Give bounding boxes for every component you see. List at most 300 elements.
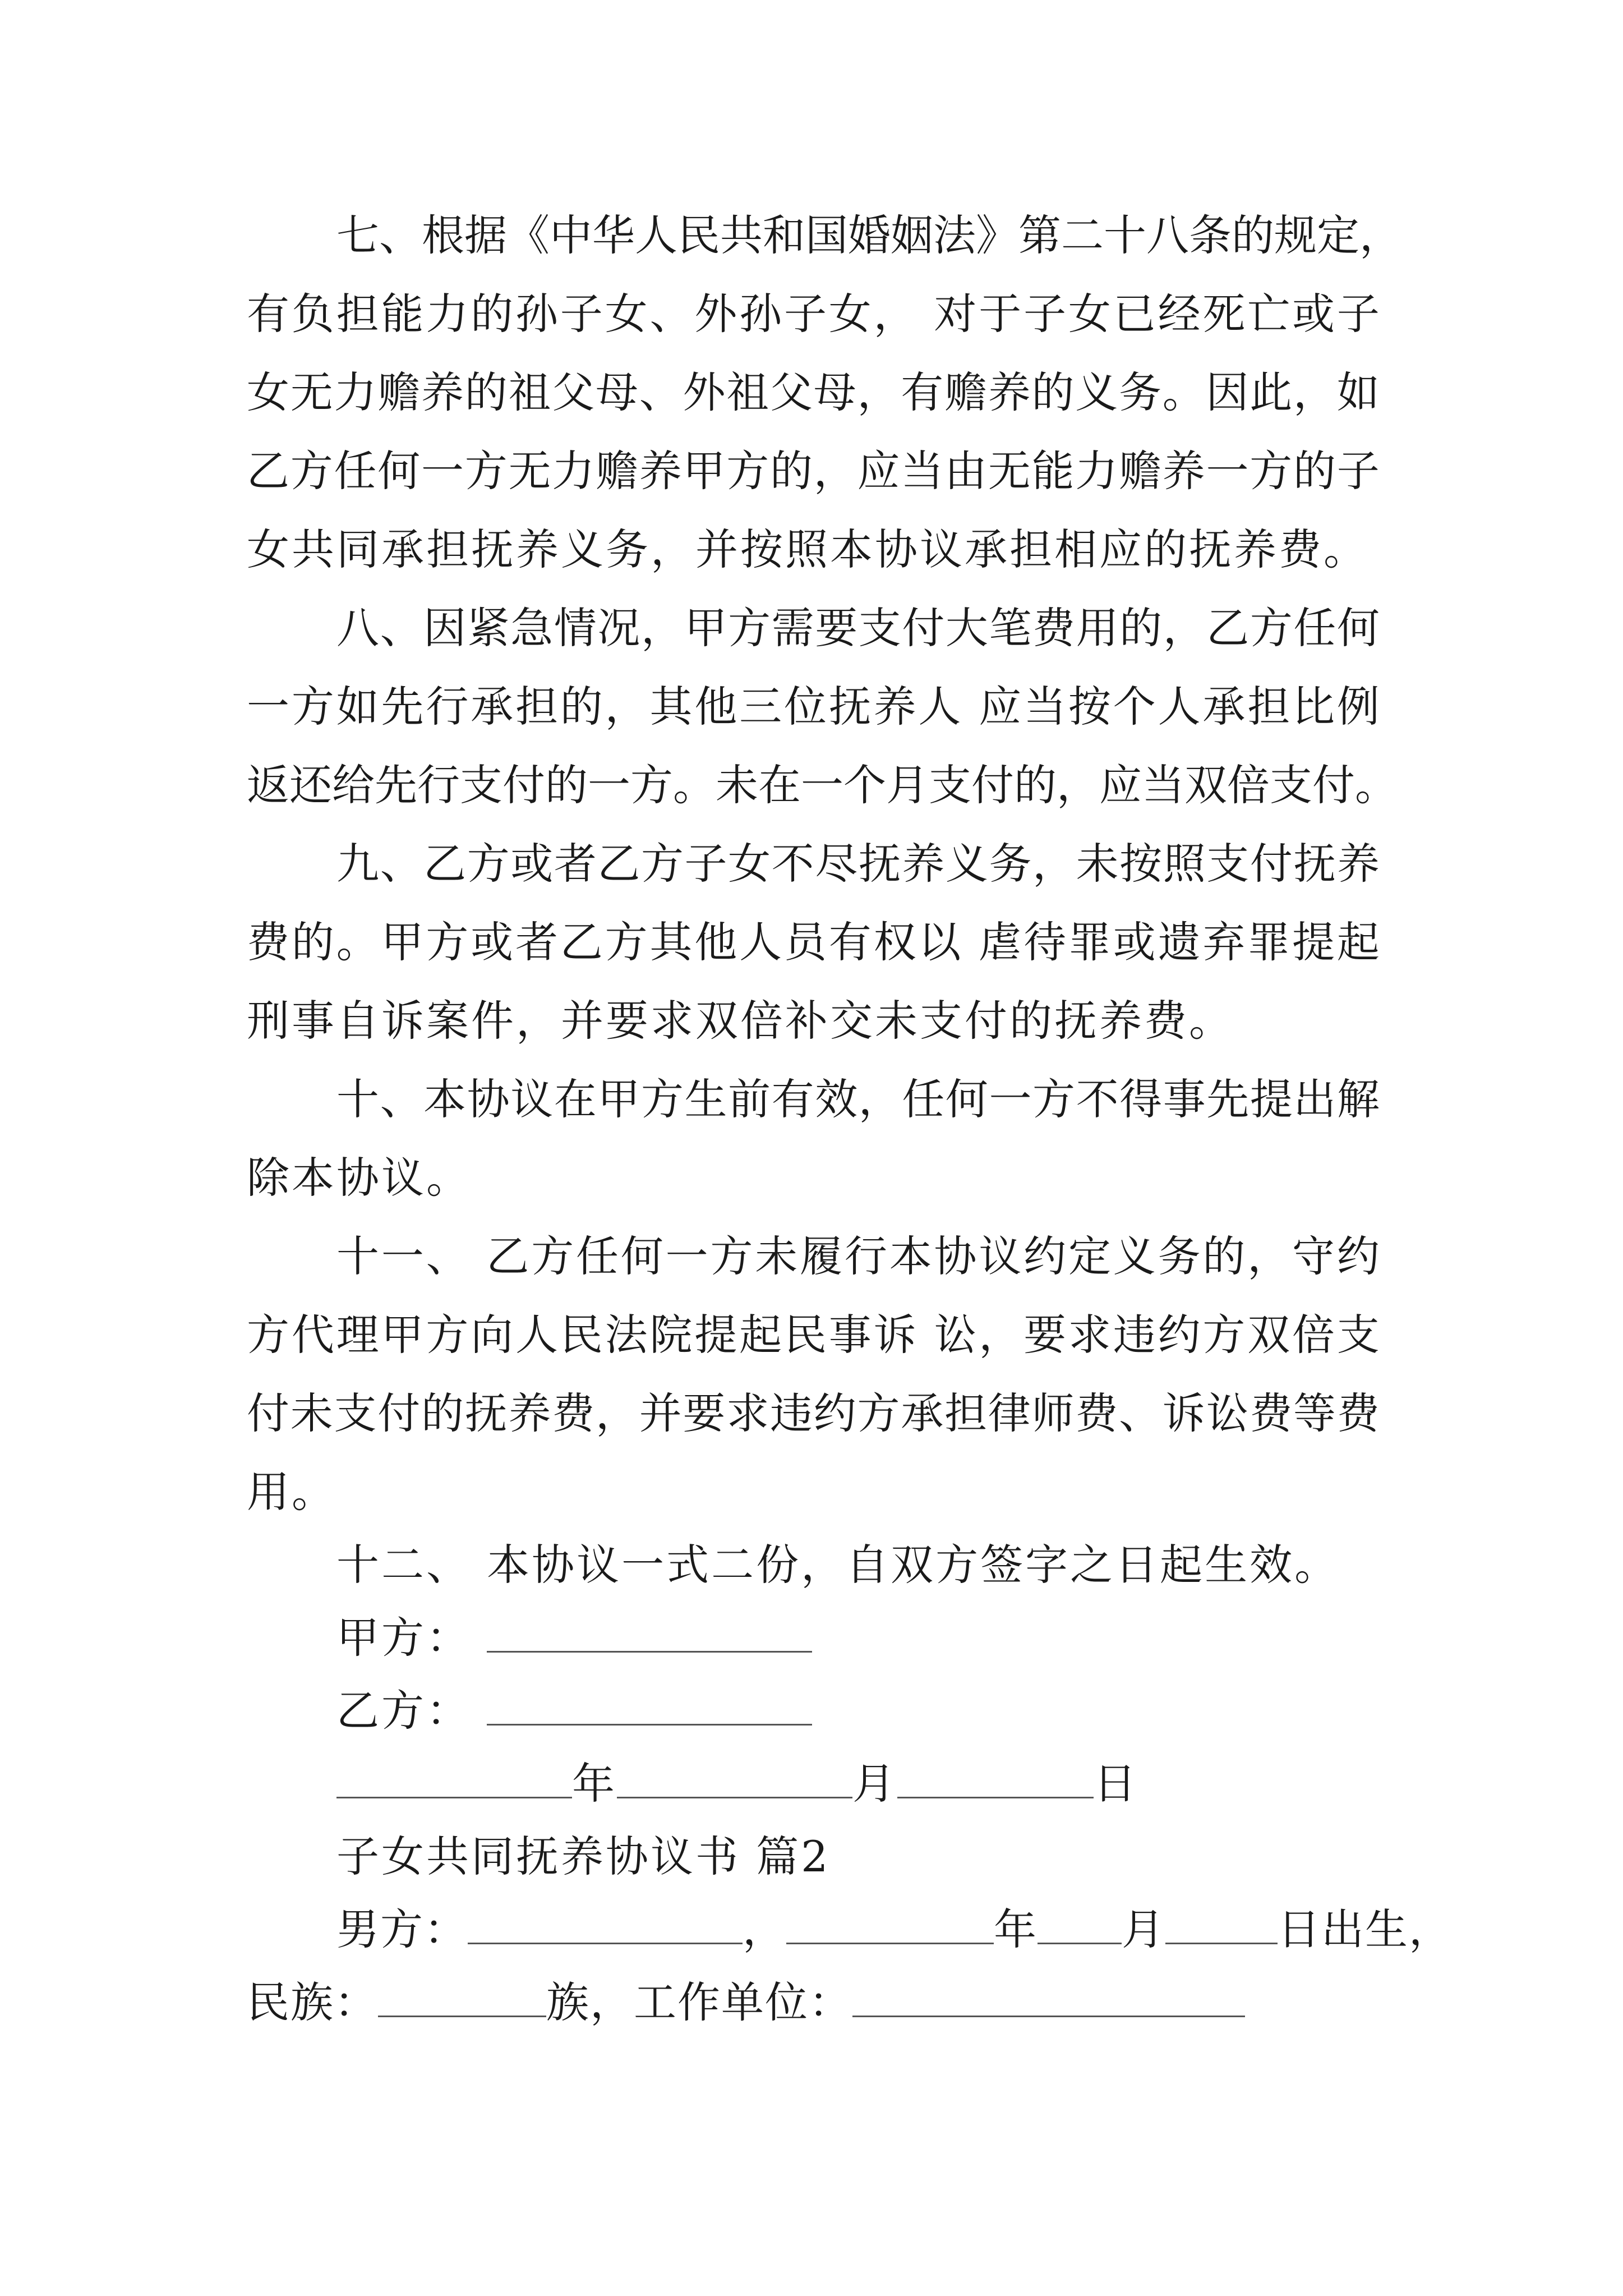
text-char: 乙 [423, 839, 467, 889]
text-char: 待 [1023, 917, 1067, 967]
text-char: 弃 [1202, 917, 1246, 967]
text-char [918, 286, 932, 342]
text-char: 或 [1113, 917, 1156, 967]
text-char: 例 [1336, 682, 1380, 731]
text-char: 承 [1202, 682, 1246, 731]
text-char: 费 [552, 1388, 595, 1438]
text-char: 父 [770, 367, 813, 417]
text-char: 在 [554, 1074, 597, 1124]
text-char: 的 [464, 367, 508, 417]
male-birth-day-blank[interactable] [1165, 1902, 1278, 1944]
text-char: 婚 [848, 210, 891, 260]
text-char: 权 [873, 917, 916, 967]
text-char: 二 [1061, 210, 1104, 260]
text-char: 代 [291, 1310, 334, 1360]
party-a-label: 甲方： [336, 1613, 471, 1663]
text-char: 抚 [858, 839, 901, 889]
ethnic-work-label: 族，工作单位： [546, 1977, 852, 2027]
text-char: 在 [758, 760, 801, 810]
text-char: 双 [1184, 760, 1227, 810]
text-char: 解 [1336, 1074, 1380, 1124]
text-char: 要 [1023, 1310, 1067, 1360]
text-char: 当 [901, 446, 944, 496]
text-char: 子 [1336, 446, 1380, 496]
text-char: 协 [934, 1231, 977, 1281]
text-char: ， [640, 603, 684, 653]
text-char: 的 [1119, 603, 1163, 653]
text-char: 赡 [596, 446, 638, 496]
text-char: 返 [247, 760, 289, 810]
date-year-blank[interactable] [336, 1756, 572, 1798]
text-char: 、 [380, 1074, 423, 1124]
text-char: 或 [1292, 289, 1335, 339]
text-char: 。 [1355, 760, 1398, 810]
ethnic-blank[interactable] [378, 1975, 546, 2017]
text-char: 求 [1068, 1310, 1111, 1360]
text-char: ， [858, 1074, 901, 1124]
text-char: 甲 [684, 603, 727, 653]
text-char: 方 [605, 917, 648, 967]
text-char: 有 [771, 1074, 814, 1124]
paragraph-10-line-2: 除本协议。 [247, 1153, 471, 1203]
text-char: 或 [510, 839, 554, 889]
text-char: 甲 [597, 1074, 640, 1124]
ethnic-work-row [247, 1975, 1245, 2031]
text-char: 第 [1018, 210, 1061, 260]
text-char: 守 [1292, 1231, 1335, 1281]
paragraph-9-line-2 [247, 914, 1380, 970]
text-char: 月 [886, 760, 929, 810]
text-char: 的 [1232, 210, 1274, 260]
text-char: 因 [1206, 367, 1249, 417]
text-char: 他 [694, 917, 737, 967]
text-char: 给 [332, 760, 375, 810]
text-char: 子 [684, 839, 727, 889]
text-char: 养 [988, 367, 1031, 417]
text-char: ， [605, 682, 648, 731]
text-char: 八 [1146, 210, 1189, 260]
text-char: 负 [291, 289, 334, 339]
text-char: 讼 [1206, 1388, 1249, 1438]
text-char: 费 [1075, 1388, 1118, 1438]
text-char: 条 [1189, 210, 1232, 260]
text-char: 方 [710, 1231, 753, 1281]
text-char: ， [979, 1310, 1022, 1360]
text-char: 三 [739, 682, 782, 731]
text-char: 起 [1336, 917, 1380, 967]
text-char: 经 [1158, 289, 1201, 339]
text-char: 乙 [597, 839, 640, 889]
text-char: 的 [1293, 446, 1336, 496]
text-char: ， [596, 1388, 638, 1438]
text-char: 需 [771, 603, 814, 653]
text-char: 民 [677, 210, 720, 260]
text-char: 方 [467, 839, 510, 889]
text-char: 的 [1014, 760, 1057, 810]
text-char: 定 [1068, 1231, 1111, 1281]
date-day-label: 日 [1094, 1759, 1138, 1809]
text-char: 母 [813, 367, 856, 417]
text-char: 赡 [944, 367, 987, 417]
text-char: 者 [554, 839, 597, 889]
text-char: 如 [1336, 367, 1380, 417]
text-char: 甲 [381, 1310, 424, 1360]
text-char: 赡 [377, 367, 421, 417]
text-char: 华 [592, 210, 635, 260]
text-char: 乙 [560, 917, 603, 967]
text-char: 。 [1162, 367, 1205, 417]
text-char: 支 [1270, 760, 1312, 810]
text-char: 支 [858, 603, 901, 653]
date-day-blank[interactable] [897, 1756, 1094, 1798]
text-char: 费 [1336, 1388, 1380, 1438]
text-char: 支 [1336, 1310, 1380, 1360]
text-char: 未 [1076, 839, 1119, 889]
text-char [963, 914, 976, 970]
text-char: 义 [945, 839, 988, 889]
text-char: 者 [515, 917, 558, 967]
text-char: 双 [1247, 1310, 1290, 1360]
text-char: 人 [515, 1310, 558, 1360]
text-char: 中 [550, 210, 592, 260]
text-char: 由 [944, 446, 987, 496]
text-char: 抚 [464, 1388, 508, 1438]
text-char: 以 [918, 917, 961, 967]
text-char: 向 [471, 1310, 514, 1360]
text-char: 约 [1158, 1310, 1201, 1360]
work-unit-blank[interactable] [852, 1975, 1245, 2017]
text-char: 付 [502, 760, 545, 810]
ethnic-label: 民族： [247, 1977, 378, 2027]
paragraph-11-line-4: 用。 [247, 1467, 336, 1517]
text-char: 支 [334, 1388, 377, 1438]
paragraph-7-line-1 [336, 208, 1402, 264]
text-char: 承 [471, 682, 514, 731]
text-char: 女 [728, 839, 771, 889]
text-char [963, 679, 976, 735]
text-char: 虐 [979, 917, 1022, 967]
party-a-signature-blank[interactable] [487, 1611, 812, 1653]
text-char: 行 [844, 1231, 887, 1281]
paragraph-7-line-5: 女共同承担抚养义务，并按照本协议承担相应的抚养费。 [247, 524, 1368, 574]
text-char: 付 [971, 760, 1014, 810]
text-char: 孙 [739, 289, 782, 339]
text-char: 情 [554, 603, 597, 653]
text-char: 的 [291, 917, 334, 967]
paragraph-8-line-1 [336, 600, 1380, 656]
text-char: 乙 [1206, 603, 1249, 653]
text-char: 能 [1031, 446, 1075, 496]
text-char: 不 [1076, 1074, 1119, 1124]
text-char: 务 [1158, 1231, 1201, 1281]
text-char: 师 [1031, 1388, 1075, 1438]
text-char: 任 [576, 1231, 619, 1281]
text-char: 诉 [873, 1310, 916, 1360]
male-year-label: 年 [994, 1904, 1038, 1954]
text-char: 行 [417, 760, 460, 810]
text-char: ， [1032, 839, 1075, 889]
text-char: 方 [857, 1388, 900, 1438]
text-char: 一 [989, 1074, 1032, 1124]
text-char: 要 [815, 603, 858, 653]
text-char: 提 [694, 1310, 737, 1360]
text-char: 已 [1113, 289, 1156, 339]
text-char: 提 [1292, 917, 1335, 967]
text-char: 外 [694, 289, 737, 339]
text-char: 并 [639, 1388, 682, 1438]
text-char: 外 [683, 367, 726, 417]
text-char: 根 [422, 210, 464, 260]
text-char: 因 [423, 603, 467, 653]
text-char: 方 [291, 682, 334, 731]
text-char: 法 [605, 1310, 648, 1360]
text-char: 当 [1023, 682, 1067, 731]
paragraph-11-line-1 [336, 1228, 1380, 1285]
text-char: 员 [783, 917, 827, 967]
text-char: 有 [247, 289, 289, 339]
text-char: 照 [1163, 839, 1206, 889]
text-char [471, 1228, 484, 1285]
text-char: 人 [635, 210, 677, 260]
text-char: 人 [918, 682, 961, 731]
paragraph-10-line-1 [336, 1071, 1380, 1128]
text-char: 如 [336, 682, 379, 731]
text-char: 何 [620, 1231, 663, 1281]
text-char: 规 [1274, 210, 1317, 260]
text-char: 付 [377, 1388, 421, 1438]
text-char: 方 [640, 1074, 684, 1124]
text-char: ， [1359, 210, 1402, 260]
text-char: 女 [828, 289, 872, 339]
text-char: 义 [1075, 367, 1118, 417]
text-char: 方 [290, 446, 333, 496]
male-name-blank[interactable] [468, 1902, 743, 1944]
text-char: 力 [426, 289, 469, 339]
text-char: 先 [375, 760, 417, 810]
text-char: 方 [531, 1231, 574, 1281]
text-char: 法 [933, 210, 976, 260]
text-char: 应 [857, 446, 900, 496]
signing-date-row [336, 1756, 1138, 1812]
text-char: 何 [1336, 603, 1380, 653]
text-char: 要 [683, 1388, 726, 1438]
text-char: 方 [726, 446, 769, 496]
text-char: 理 [336, 1310, 379, 1360]
text-char: 有 [828, 917, 872, 967]
text-char: 位 [783, 682, 827, 731]
text-char: 民 [560, 1310, 603, 1360]
text-char: 付 [902, 603, 945, 653]
text-char: 付 [247, 1388, 289, 1438]
text-char: 尽 [815, 839, 858, 889]
text-char: 于 [979, 289, 1022, 339]
text-char: 担 [336, 289, 379, 339]
text-char: 担 [944, 1388, 987, 1438]
text-char: 无 [290, 367, 333, 417]
text-char: 乙 [247, 446, 289, 496]
text-char: 的 [770, 446, 813, 496]
party-a-row [336, 1610, 812, 1666]
text-char: 方 [426, 1310, 469, 1360]
date-month-label: 月 [852, 1759, 897, 1809]
text-char: 未 [755, 1231, 798, 1281]
text-char: 行 [426, 682, 469, 731]
text-char: 方 [1249, 446, 1293, 496]
text-char: 何 [945, 1074, 988, 1124]
text-char: 方 [426, 917, 469, 967]
text-char: 、 [426, 1231, 469, 1281]
text-char: 大 [945, 603, 988, 653]
paragraph-11-line-3 [247, 1386, 1380, 1442]
text-char: 、 [380, 839, 423, 889]
text-char: 方 [1202, 1310, 1246, 1360]
text-char: 。 [673, 760, 716, 810]
text-char: 付 [1249, 839, 1293, 889]
text-char: 效 [815, 1074, 858, 1124]
paragraph-9-line-3: 刑事自诉案件，并要求双倍补交未支付的抚养费。 [247, 996, 1234, 1046]
text-char: 提 [1249, 1074, 1293, 1124]
text-char: 一 [665, 1231, 708, 1281]
text-char: ， [857, 367, 900, 417]
text-char: 任 [902, 1074, 945, 1124]
text-char: 方 [728, 603, 771, 653]
text-char: ， [873, 289, 916, 339]
text-char: 一 [1206, 446, 1249, 496]
text-char: 未 [290, 1388, 333, 1438]
text-char: 的 [560, 682, 603, 731]
text-char: 抚 [1293, 839, 1336, 889]
text-char: 民 [783, 1310, 827, 1360]
text-char: 违 [770, 1388, 813, 1438]
text-char: 遗 [1158, 917, 1201, 967]
text-char: 定 [1317, 210, 1359, 260]
male-label: 男方： [336, 1904, 468, 1954]
text-char: 姻 [891, 210, 933, 260]
text-char: 七 [336, 210, 379, 260]
text-char: 担 [515, 682, 558, 731]
text-char: 子 [560, 289, 603, 339]
text-char: 诉 [1162, 1388, 1205, 1438]
text-char: ， [1247, 1231, 1290, 1281]
paragraph-7-line-3 [247, 365, 1380, 421]
text-char: 何 [377, 446, 421, 496]
text-char: 养 [639, 446, 682, 496]
text-char: 的 [421, 1388, 464, 1438]
text-char: 甲 [683, 446, 726, 496]
male-month-label: 月 [1122, 1904, 1165, 1954]
text-char: 约 [1023, 1231, 1067, 1281]
text-char: 事 [1163, 1074, 1206, 1124]
text-char: 女 [1068, 289, 1111, 339]
text-char: 父 [552, 367, 595, 417]
text-char: 女 [247, 367, 289, 417]
party-b-label: 乙方： [336, 1686, 471, 1736]
text-char: 费 [1249, 1388, 1293, 1438]
text-char: 子 [1336, 289, 1380, 339]
text-char: 支 [929, 760, 971, 810]
text-char: 死 [1202, 289, 1246, 339]
text-char: 、 [639, 367, 682, 417]
text-char: ， [813, 446, 856, 496]
text-char: 一 [381, 1231, 424, 1281]
text-char: 养 [508, 1388, 551, 1438]
male-party-row [336, 1902, 1453, 1958]
male-birth-year-blank[interactable] [786, 1902, 994, 1944]
text-char: 甲 [381, 917, 424, 967]
text-char: 议 [510, 1074, 554, 1124]
text-char: 养 [1336, 839, 1380, 889]
text-char: 的 [1202, 1231, 1246, 1281]
text-char: 十 [336, 1074, 379, 1124]
text-char: 他 [694, 682, 737, 731]
text-char: 或 [471, 917, 514, 967]
paragraph-7-line-4 [247, 443, 1380, 499]
text-char: 共 [720, 210, 763, 260]
text-char: 个 [1113, 682, 1156, 731]
text-char: 履 [800, 1231, 843, 1281]
text-char: 事 [828, 1310, 872, 1360]
text-char: 有 [901, 367, 944, 417]
text-char: 九 [336, 839, 379, 889]
text-char: 据 [464, 210, 507, 260]
text-char: 律 [988, 1388, 1031, 1438]
male-birth-month-blank[interactable] [1038, 1902, 1122, 1944]
text-char: 养 [1162, 446, 1205, 496]
party-b-row [336, 1683, 812, 1739]
text-char: 子 [783, 289, 827, 339]
text-char: 乙 [486, 1231, 529, 1281]
text-char: 用 [1076, 603, 1119, 653]
text-char: 罪 [1068, 917, 1111, 967]
text-char: 担 [1247, 682, 1290, 731]
text-char: 按 [1119, 839, 1163, 889]
text-char: 力 [552, 446, 595, 496]
text-char: 任 [1293, 603, 1336, 653]
text-char: 院 [649, 1310, 693, 1360]
text-char: 约 [1336, 1231, 1380, 1281]
paragraph-12-line-1: 十二、 本协议一式二份，自双方签字之日起生效。 [336, 1540, 1340, 1590]
paragraph-8-line-2 [247, 679, 1380, 735]
text-char: 本 [423, 1074, 467, 1124]
section-title: 子女共同抚养协议书 篇2 [336, 1832, 831, 1881]
text-char: 一 [801, 760, 843, 810]
text-char: 孙 [515, 289, 558, 339]
text-char: 能 [381, 289, 424, 339]
text-char: 养 [902, 839, 945, 889]
text-char: 女 [605, 289, 648, 339]
text-char: 方 [464, 446, 508, 496]
text-char: 一 [588, 760, 630, 810]
text-char: 急 [510, 603, 554, 653]
text-char: 倍 [1292, 1310, 1335, 1360]
text-char: 付 [1312, 760, 1355, 810]
text-char: 务 [1119, 367, 1161, 417]
text-char: 。 [336, 917, 379, 967]
text-char: 力 [1075, 446, 1118, 496]
text-char: 赡 [1119, 446, 1161, 496]
text-char: 倍 [1227, 760, 1270, 810]
text-char: 国 [805, 210, 848, 260]
text-char: 出 [1293, 1074, 1336, 1124]
text-char: 任 [334, 446, 377, 496]
text-char: 支 [460, 760, 502, 810]
text-char: 、 [380, 603, 423, 653]
text-char: 起 [739, 1310, 782, 1360]
date-month-blank[interactable] [617, 1756, 852, 1798]
text-char: 笔 [989, 603, 1032, 653]
text-char: 本 [889, 1231, 932, 1281]
party-b-signature-blank[interactable] [487, 1683, 812, 1726]
